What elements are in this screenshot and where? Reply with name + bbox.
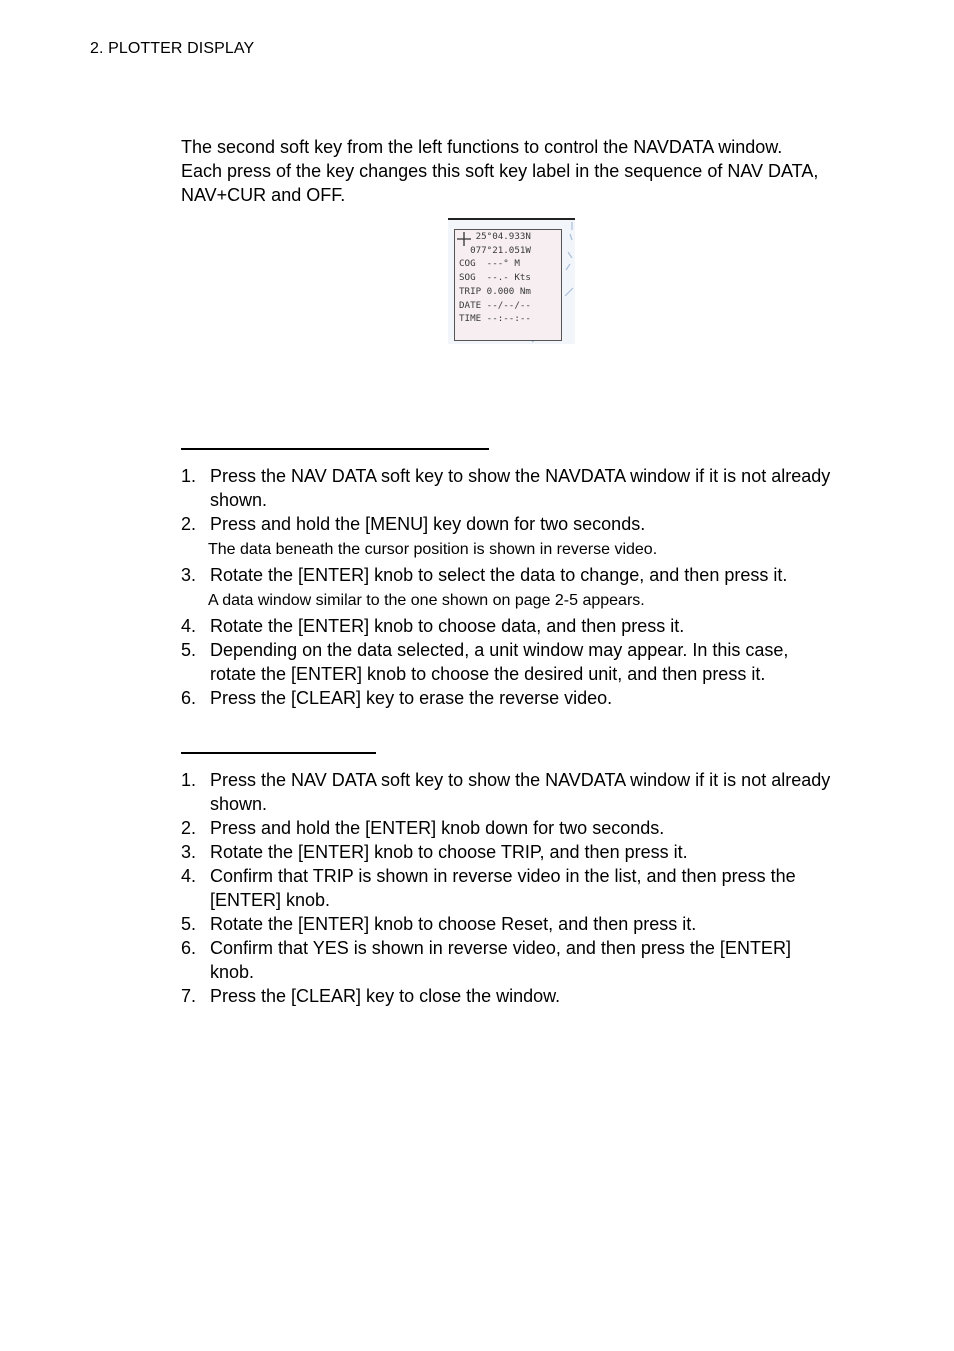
cursor-cross-icon: [457, 232, 471, 246]
list-item: 1. Press the NAV DATA soft key to show the NAVDATA window if it is not already shown.: [181, 466, 831, 510]
section2-steps: [181, 768, 831, 1008]
list-item: 2. Press and hold the [MENU] key down for two seconds.: [181, 514, 646, 534]
navdata-time: TIME --:--:--: [459, 313, 531, 325]
navdata-date: DATE --/--/--: [459, 299, 531, 311]
list-note: The data beneath the cursor position is shown in reverse video.: [208, 541, 658, 558]
intro-paragraph: [181, 135, 861, 207]
section1-heading-rule: [181, 448, 489, 450]
navdata-lat: 25°04.933N: [459, 231, 531, 242]
section1-steps: [181, 464, 831, 710]
list-note: A data window similar to the one shown on page 2-5 appears.: [208, 592, 645, 609]
list-item: 3. Rotate the [ENTER] knob to choose TRIP, and then press it.: [181, 842, 688, 862]
navdata-trip: TRIP 0.000 Nm: [459, 285, 531, 297]
list-item: 3. Rotate the [ENTER] knob to select the data to change, and then press it.: [181, 565, 788, 585]
navdata-window: [454, 229, 562, 341]
intro-line: The second soft key from the left functions to control the NAVDATA window.: [181, 137, 783, 157]
list-item: 5. Depending on the data selected, a unit window may appear. In this case, rotate the [ENTER] knob to choose the desired unit, and then press it.: [181, 640, 789, 684]
navdata-cog: COG ---° M: [459, 258, 520, 270]
navdata-lon: 077°21.051W: [459, 244, 531, 256]
navdata-sog: SOG --.- Kts: [459, 272, 531, 284]
chapter-header: 2. PLOTTER DISPLAY: [90, 40, 255, 57]
list-item: 2. Press and hold the [ENTER] knob down for two seconds.: [181, 818, 665, 838]
list-item: 1. Press the NAV DATA soft key to show the NAVDATA window if it is not already shown.: [181, 770, 831, 814]
list-item: 6. Press the [CLEAR] key to erase the reverse video.: [181, 688, 613, 708]
navdata-window-figure: [448, 218, 575, 344]
section2-heading-rule: [181, 752, 376, 754]
list-item: 4. Rotate the [ENTER] knob to choose data, and then press it.: [181, 616, 685, 636]
list-item: 7. Press the [CLEAR] key to close the window.: [181, 986, 561, 1006]
list-item: 5. Rotate the [ENTER] knob to choose Reset, and then press it.: [181, 914, 697, 934]
list-item: 4. Confirm that TRIP is shown in reverse video in the list, and then press the [ENTER] knob.: [181, 866, 796, 910]
intro-line: Each press of the key changes this soft key label in the sequence of NAV DATA,: [181, 161, 819, 181]
list-item: 6. Confirm that YES is shown in reverse video, and then press the [ENTER] knob.: [181, 938, 791, 982]
intro-line: NAV+CUR and OFF.: [181, 185, 346, 205]
